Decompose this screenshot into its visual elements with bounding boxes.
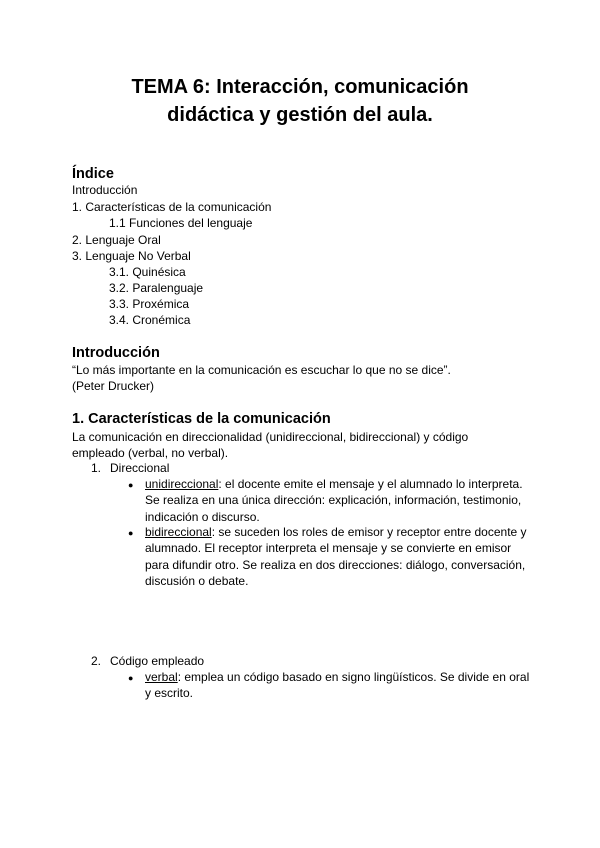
- bullet-icon: ●: [128, 673, 134, 683]
- index-item-1: 1. Características de la comunicación: [72, 200, 272, 214]
- list-label-direccional: Direccional: [110, 461, 170, 475]
- text-bidireccional: : se suceden los roles de emisor y receptor entre docente y alumnado. El receptor interpreta el mensaje y se convierte en emisor para difundir otro. Se realiza en dos direcciones: diálogo, conversación, discusión o debate.: [145, 525, 527, 588]
- term-bidireccional: bidireccional: [145, 525, 212, 539]
- index-item-introduccion: Introducción: [72, 183, 138, 197]
- index-item-3-4: 3.4. Cronémica: [109, 313, 191, 327]
- list-number-1: 1.: [91, 461, 102, 475]
- index-item-3: 3. Lenguaje No Verbal: [72, 249, 191, 263]
- index-item-3-3: 3.3. Proxémica: [109, 297, 190, 311]
- intro-heading: Introducción: [72, 345, 160, 361]
- list-label-codigo-empleado: Código empleado: [110, 654, 205, 668]
- document-title-line-1: TEMA 6: Interacción, comunicación: [131, 76, 469, 98]
- index-heading: Índice: [72, 166, 114, 182]
- bullet-icon: ●: [128, 528, 134, 538]
- index-item-3-2: 3.2. Paralenguaje: [109, 281, 204, 295]
- bullet-verbal: [145, 669, 530, 702]
- section-1-paragraph: La comunicación en direccionalidad (unidireccional, bidireccional) y código empleado (verbal, no verbal).: [72, 430, 469, 461]
- document-title-line-2: didáctica y gestión del aula.: [167, 104, 433, 126]
- term-unidireccional: unidireccional: [145, 477, 219, 491]
- section-1-heading: 1. Características de la comunicación: [72, 411, 331, 427]
- intro-quote: “Lo más importante en la comunicación es escuchar lo que no se dice”. (Peter Drucker): [72, 363, 451, 394]
- bullet-icon: ●: [128, 480, 134, 490]
- index-item-3-1: 3.1. Quinésica: [109, 265, 186, 279]
- bullet-bidireccional: [145, 524, 535, 589]
- text-unidireccional: : el docente emite el mensaje y el alumnado lo interpreta. Se realiza en una única dirección: explicación, información, testimonio, indicación o discurso.: [145, 477, 523, 524]
- index-item-2: 2. Lenguaje Oral: [72, 233, 161, 247]
- term-verbal: verbal: [145, 670, 178, 684]
- index-item-1-1: 1.1 Funciones del lenguaje: [109, 216, 253, 230]
- bullet-unidireccional: [145, 476, 530, 525]
- list-number-2: 2.: [91, 654, 102, 668]
- text-verbal: : emplea un código basado en signo lingüísticos. Se divide en oral y escrito.: [145, 670, 530, 701]
